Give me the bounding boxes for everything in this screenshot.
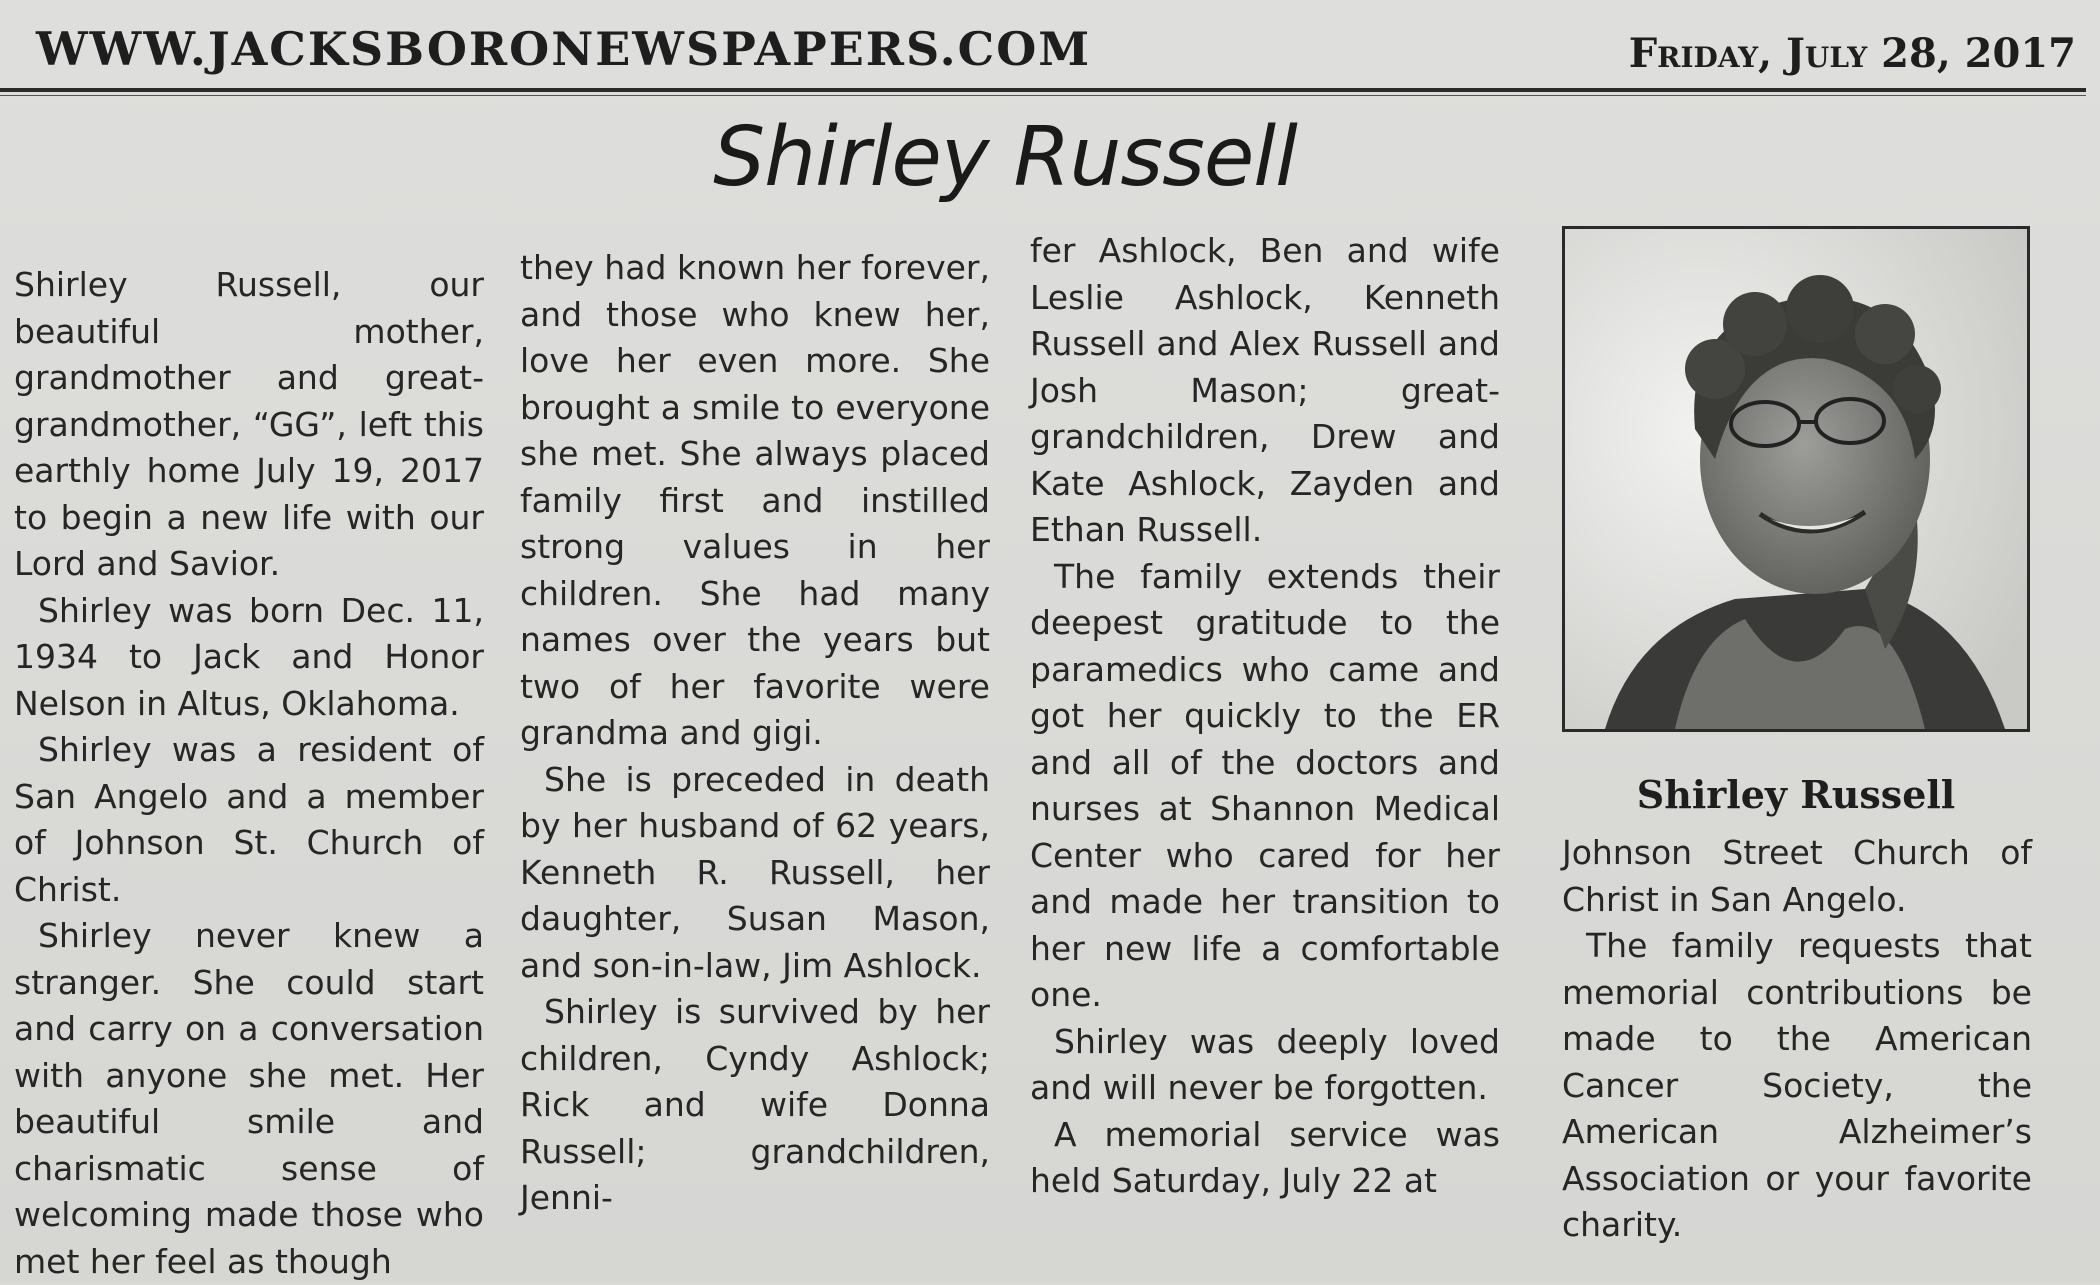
paragraph: Johnson Street Church of Christ in San Angelo.: [1562, 833, 2032, 919]
paragraph: Shirley is survived by her children, Cyndy Ashlock; Rick and wife Donna Russell; grandchildren, Jenni-: [520, 992, 990, 1217]
masthead-url: WWW.JACKSBORONEWSPAPERS.COM: [36, 22, 1092, 76]
masthead-rule-thin: [0, 95, 2086, 96]
paragraph: She is preceded in death by her husband of 62 years, Kenneth R. Russell, her daughter, Susan Mason, and son-in-law, Jim Ashlock.: [520, 759, 990, 985]
paragraph: fer Ashlock, Ben and wife Leslie Ashlock, Kenneth Russell and Alex Russell and Josh Mason; great-grandchildren, Drew and Kate Ashlock, Zayden and Ethan Russell.: [1030, 231, 1500, 549]
masthead-rule: [0, 88, 2086, 92]
paragraph: they had known her forever, and those who knew her, love her even more. She brought a smile to everyone she met. She always placed family first and instilled strong values in her children. She had many names over the years but two of her favorite were grandma and gigi.: [520, 248, 990, 752]
article-column-2: [520, 245, 990, 1222]
portrait-photo: [1562, 226, 2030, 732]
article-column-3: [1030, 228, 1500, 1205]
obituary-headline: Shirley Russell: [713, 110, 1297, 205]
article-column-1: [14, 262, 484, 1285]
paragraph: A memorial service was held Saturday, July 22 at: [1030, 1114, 1500, 1200]
paragraph: The family requests that memorial contributions be made to the American Cancer Society, the American Alzheimer’s Association or your favorite charity.: [1562, 926, 2032, 1244]
masthead-date: Friday, July 28, 2017: [1628, 30, 2076, 77]
paragraph: Shirley never knew a stranger. She could start and carry on a conversation with anyone she met. Her beautiful smile and charismatic sense of welcoming made those who met her feel as though: [14, 916, 484, 1281]
paragraph: Shirley Russell, our beautiful mother, grandmother and great-grandmother, “GG”, left this earthly home July 19, 2017 to begin a new life with our Lord and Savior.: [14, 265, 484, 583]
paragraph: Shirley was born Dec. 11, 1934 to Jack and Honor Nelson in Altus, Oklahoma.: [14, 590, 484, 723]
portrait-image: [1565, 229, 2027, 729]
paragraph: Shirley was deeply loved and will never be forgotten.: [1030, 1021, 1500, 1107]
photo-caption: Shirley Russell: [1636, 772, 1956, 817]
paragraph: Shirley was a resident of San Angelo and a member of Johnson St. Church of Christ.: [14, 730, 484, 909]
paragraph: The family extends their deepest gratitude to the paramedics who came and got her quickly to the ER and all of the doctors and nurses at Shannon Medical Center who cared for her and made her transition to her new life a comfortable one.: [1030, 556, 1500, 1014]
article-column-4: [1562, 830, 2032, 1249]
